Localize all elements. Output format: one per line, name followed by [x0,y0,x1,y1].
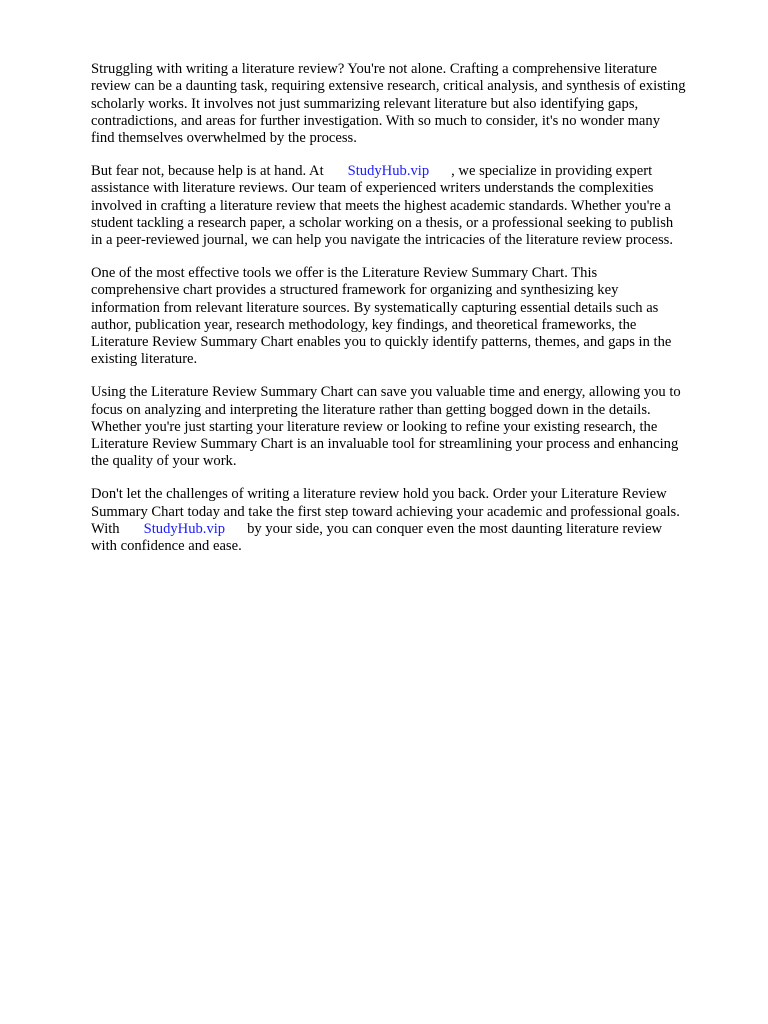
paragraph-cta-rest: by your side, you can conquer even the most daunting literature review with confidence and ease. [91,520,663,555]
paragraph-cta-lead: Don't let the challenges of writing a literature review hold you back. Order your Literature Review Summary Chart today and take the first step toward achieving your academic and professional goals. With [91,486,680,537]
paragraph-benefits: Using the Literature Review Summary Chart can save you valuable time and energy, allowing you to focus on analyzing and interpreting the literature rather than getting bogged down in the details. Whether you're just starting your literature review or looking to refine your existing research, the Literature Review Summary Chart is an invaluable tool for streamlining your process and enhancing the quality of your work. [91,384,681,470]
studyhub-link-2[interactable]: StudyHub.vip [143,520,226,537]
studyhub-link[interactable]: StudyHub.vip [347,162,430,179]
paragraph-help [91,163,731,249]
paragraph-help-lead: But fear not, because help is at hand. At [91,162,324,179]
paragraph-help-rest: , we specialize in providing expert assistance with literature reviews. Our team of experienced writers understands the complexities involved in crafting a literature review that meets the highest academic standards. Whether you're a student tackling a research paper, a scholar working on a thesis, or a professional seeking to publish in a peer-reviewed journal, we can help you navigate the intricacies of the literature review process. [91,162,674,249]
document-body [91,61,731,571]
paragraph-intro: Struggling with writing a literature review? You're not alone. Crafting a comprehensive literature review can be a daunting task, requiring extensive research, critical analysis, and synthesis of existing scholarly works. It involves not just summarizing relevant literature but also identifying gaps, contradictions, and areas for further investigation. With so much to consider, it's no wonder many find themselves overwhelmed by the process. [91,61,686,147]
paragraph-summary-chart: One of the most effective tools we offer is the Literature Review Summary Chart. This comprehensive chart provides a structured framework for organizing and synthesizing key information from relevant literature sources. By systematically capturing essential details such as author, publication year, research methodology, key findings, and theoretical frameworks, the Literature Review Summary Chart enables you to quickly identify patterns, themes, and gaps in the existing literature. [91,264,672,368]
paragraph-call-to-action [91,486,731,555]
